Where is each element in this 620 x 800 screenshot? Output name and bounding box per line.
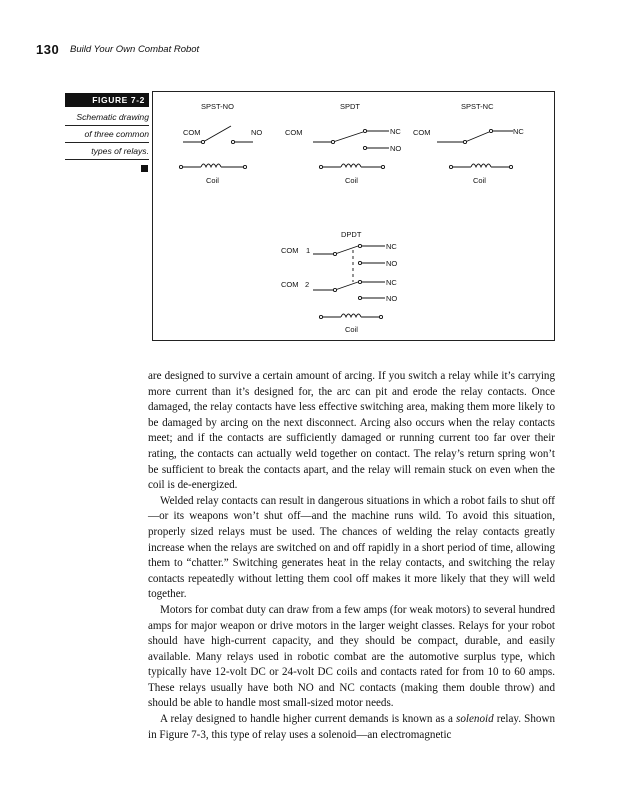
figure-caption: [65, 93, 149, 172]
spdt-coil-label: Coil: [345, 176, 358, 185]
paragraph-text: A relay designed to handle higher current demands is known as a: [160, 713, 457, 726]
paragraph: Welded relay contacts can result in dangerous situations in which a robot fails to shut off—or its weapons won’t shut off—and the machine runs wild. To avoid this situation, properly sized relays must be used. The chances of welding the relay contacts greatly increase when the relays are switched on and off rapidly in a short period of time, allowing them to “chatter.” Switching generates heat in the relay contacts, and switching the relay contacts repeatedly without letting them cool off makes it more likely that they will weld together.: [148, 494, 555, 601]
spdt-no-label: NO: [390, 144, 402, 153]
dpdt-coil-label: Coil: [345, 325, 358, 334]
spst-no-contact: [231, 140, 234, 143]
spst-nc-diagram: [437, 129, 513, 168]
dpdt-coil-terminal: [319, 315, 322, 318]
dpdt-pole1-arm: [335, 246, 358, 254]
spst-no-coil-winding: [201, 164, 221, 167]
spdt-nc-contact: [363, 129, 366, 132]
spst-no-pivot: [201, 140, 204, 143]
caption-line: of three common: [65, 126, 149, 143]
figure-label: FIGURE 7-2: [65, 93, 149, 107]
spst-nc-com-label: COM: [413, 128, 431, 137]
spst-nc-switch-arm: [465, 132, 489, 142]
spst-nc-title: SPST-NC: [461, 102, 494, 111]
relay-schematic-svg: [153, 92, 554, 340]
spdt-no-contact: [363, 146, 366, 149]
spst-no-coil-label: Coil: [206, 176, 219, 185]
paragraph: Motors for combat duty can draw from a few amps (for weak motors) to several hundred amps for major weapon or drive motors in the larger weight classes. Relays for your robot should have high-current capacity, and they should be compact, durable, and easily available. Many relays used in robotic combat are the automotive surplus type, which typically have 12-volt DC or 24-volt DC coils and contacts rated for from 10 to 60 amps. These relays usually have both NO and NC contacts (making them double throw) and should be able to handle most small-sized motor needs.: [148, 603, 555, 710]
body-text: [148, 369, 555, 743]
dpdt-nc1-label: NC: [386, 242, 397, 251]
spdt-nc-label: NC: [390, 127, 401, 136]
dpdt-pole1-pivot: [333, 252, 336, 255]
spdt-coil-terminal: [319, 165, 322, 168]
spst-nc-coil-terminal: [509, 165, 512, 168]
dpdt-diagram: [313, 244, 385, 318]
spst-nc-coil-label: Coil: [473, 176, 486, 185]
dpdt-title: DPDT: [341, 230, 362, 239]
spdt-com-label: COM: [285, 128, 303, 137]
spdt-coil-terminal: [381, 165, 384, 168]
paragraph-text: relay. Shown in Figure 7-3, this type of relay uses a solenoid—an electromagnetic: [148, 713, 555, 741]
spst-no-no-label: NO: [251, 128, 263, 137]
relay-schematic-figure: [152, 91, 555, 341]
spst-no-switch-arm: [203, 126, 231, 142]
spst-nc-contact: [489, 129, 492, 132]
paragraph: are designed to survive a certain amount of arcing. If you switch a relay while it’s carrying more current than it’s designed for, the arc can pit and erode the relay contacts. Once damaged, the relay contacts have less effective switching area, making them more likely to be damaged by arcing on the next disconnect. Arcing also occurs when the relay contacts meet; and if the contacts are sufficiently damaged or running current too far over their rating, the contacts can actually weld together on contact. The relay’s return spring won’t be sufficient to break the contacts apart, and the relay will remain stuck on even when the coil is de-energized.: [148, 370, 555, 492]
page-header: [36, 42, 556, 60]
dpdt-pole2-pivot: [333, 288, 336, 291]
page-number: 130: [36, 42, 60, 57]
spst-nc-coil-terminal: [449, 165, 452, 168]
dpdt-nc2-label: NC: [386, 278, 397, 287]
caption-line: Schematic drawing: [65, 109, 149, 126]
solenoid-term: solenoid: [456, 713, 494, 726]
spst-nc-nc-label: NC: [513, 127, 524, 136]
dpdt-pole1-label: 1: [306, 246, 311, 255]
spst-no-coil-terminal: [179, 165, 182, 168]
dpdt-no1-label: NO: [386, 259, 398, 268]
spst-no-title: SPST-NO: [201, 102, 234, 111]
paragraph: [148, 712, 555, 743]
dpdt-coil-terminal: [379, 315, 382, 318]
dpdt-nc2-contact: [358, 280, 361, 283]
dpdt-pole2-arm: [335, 282, 358, 290]
spdt-diagram: [313, 129, 389, 168]
spdt-switch-arm: [333, 132, 363, 142]
spst-nc-pivot: [463, 140, 466, 143]
dpdt-coil-winding: [341, 314, 361, 317]
running-head: Build Your Own Combat Robot: [70, 44, 200, 55]
spst-nc-coil-winding: [471, 164, 491, 167]
caption-end-mark: [141, 165, 148, 172]
spdt-title: SPDT: [340, 102, 361, 111]
caption-line: types of relays.: [65, 143, 149, 160]
dpdt-no2-label: NO: [386, 294, 398, 303]
spdt-coil-winding: [341, 164, 361, 167]
spst-no-coil-terminal: [243, 165, 246, 168]
spst-no-com-label: COM: [183, 128, 201, 137]
dpdt-com1-label: COM: [281, 246, 299, 255]
dpdt-pole2-label: 2: [305, 280, 310, 289]
dpdt-nc1-contact: [358, 244, 361, 247]
dpdt-com2-label: COM: [281, 280, 299, 289]
dpdt-no1-contact: [358, 261, 361, 264]
spdt-pivot: [331, 140, 334, 143]
dpdt-no2-contact: [358, 296, 361, 299]
